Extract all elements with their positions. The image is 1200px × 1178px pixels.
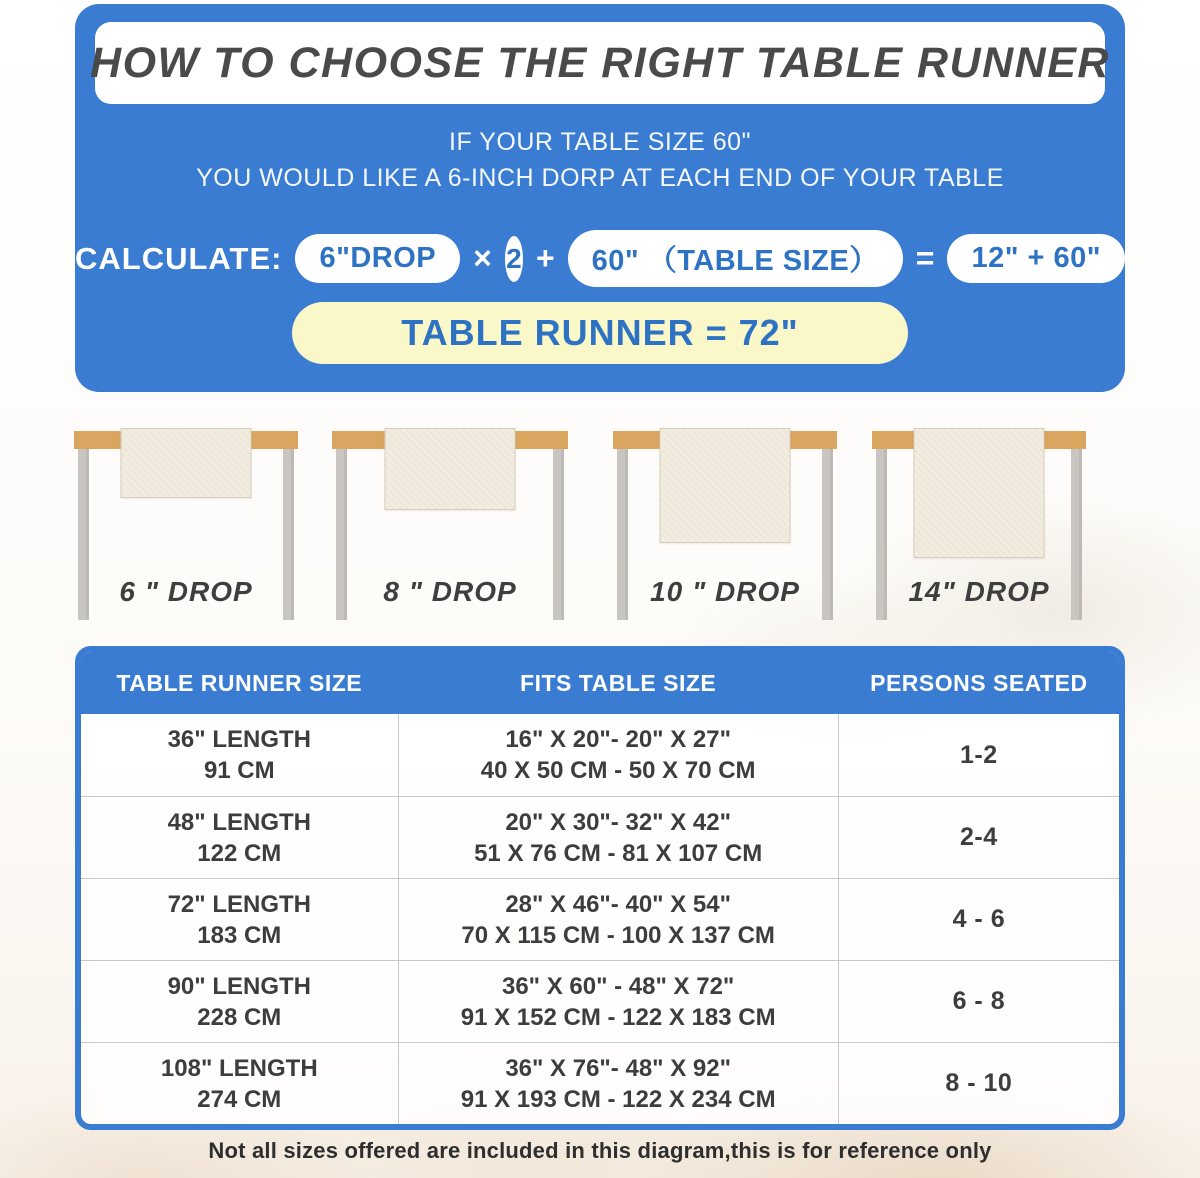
table-row: [81, 1042, 1119, 1124]
table-row: [81, 796, 1119, 878]
runner-size-cell: 90" LENGTH 228 CM: [167, 972, 311, 1031]
plus-sign: +: [535, 240, 555, 276]
size-reference-table: [75, 646, 1125, 1130]
runner-size-cell: 48" LENGTH 122 CM: [167, 808, 311, 867]
column-header-fits-table: FITS TABLE SIZE: [520, 669, 717, 696]
result-text: TABLE RUNNER = 72": [401, 312, 799, 353]
drop-label: 6 " DROP: [119, 576, 253, 607]
runner-swatch-1: [121, 428, 252, 498]
runner-size-cell: 36" LENGTH 91 CM: [167, 726, 311, 784]
subtitle-line-2: YOU WOULD LIKE A 6-INCH DORP AT EACH END OF YOUR TABLE: [196, 164, 1004, 192]
table-row: [81, 714, 1119, 796]
drop-label: 8 " DROP: [383, 576, 517, 607]
table-header-row: [81, 652, 1119, 714]
fits-table-cell: 28" X 46"- 40" X 54" 70 X 115 CM - 100 X 137 CM: [398, 879, 839, 960]
equals-sign: =: [915, 240, 935, 276]
subtitle: [75, 124, 1125, 196]
fits-table-cell: 16" X 20"- 20" X 27" 40 X 50 CM - 50 X 70 CM: [398, 714, 839, 796]
fits-table-cell: 36" X 60" - 48" X 72" 91 X 152 CM - 122 X 183 CM: [398, 961, 839, 1042]
fits-table-cell: 20" X 30"- 32" X 42" 51 X 76 CM - 81 X 107 CM: [398, 797, 839, 878]
multiply-sign: ×: [473, 240, 492, 276]
table-size-pill: 60" （TABLE SIZE）: [568, 230, 903, 287]
table-row: [81, 960, 1119, 1042]
page-title: HOW TO CHOOSE THE RIGHT TABLE RUNNER: [90, 38, 1110, 87]
drop-diagrams-section: [0, 428, 1200, 643]
runner-swatch-4: [914, 428, 1045, 558]
persons-cell: 2-4: [960, 823, 998, 851]
persons-cell: 8 - 10: [945, 1069, 1013, 1097]
drop-diagram-10: [613, 428, 837, 643]
calculation-row: [75, 230, 1125, 287]
runner-size-cell: 108" LENGTH 274 CM: [160, 1054, 318, 1113]
calculate-label: CALCULATE:: [75, 240, 283, 276]
drop-diagram-14: [872, 428, 1086, 643]
column-header-persons: PERSONS SEATED: [870, 669, 1088, 696]
result-banner: [292, 302, 908, 364]
sum-pill: 12" + 60": [947, 234, 1125, 283]
disclaimer-note: Not all sizes offered are included in this diagram,this is for reference only: [208, 1138, 992, 1163]
drop-label: 14" DROP: [908, 576, 1050, 607]
persons-cell: 1-2: [960, 740, 998, 769]
column-header-runner-size: TABLE RUNNER SIZE: [116, 669, 363, 696]
title-banner: [90, 22, 1110, 104]
fits-table-cell: 36" X 76"- 48" X 92" 91 X 193 CM - 122 X 234 CM: [398, 1043, 839, 1124]
drop-label: 10 " DROP: [650, 576, 800, 607]
drop-diagram-6: [74, 428, 298, 643]
table-row: [81, 878, 1119, 960]
runner-swatch-2: [385, 428, 516, 510]
persons-cell: 6 - 8: [952, 987, 1006, 1015]
persons-cell: 4 - 6: [952, 905, 1006, 933]
drop-diagram-8: [332, 428, 568, 643]
drop-value-pill: 6"DROP: [295, 234, 460, 283]
runner-swatch-3: [660, 428, 791, 543]
runner-size-cell: 72" LENGTH 183 CM: [167, 890, 311, 949]
subtitle-line-1: IF YOUR TABLE SIZE 60": [449, 128, 751, 156]
multiplier-circle: 2: [505, 236, 523, 282]
header-panel: [75, 4, 1125, 392]
